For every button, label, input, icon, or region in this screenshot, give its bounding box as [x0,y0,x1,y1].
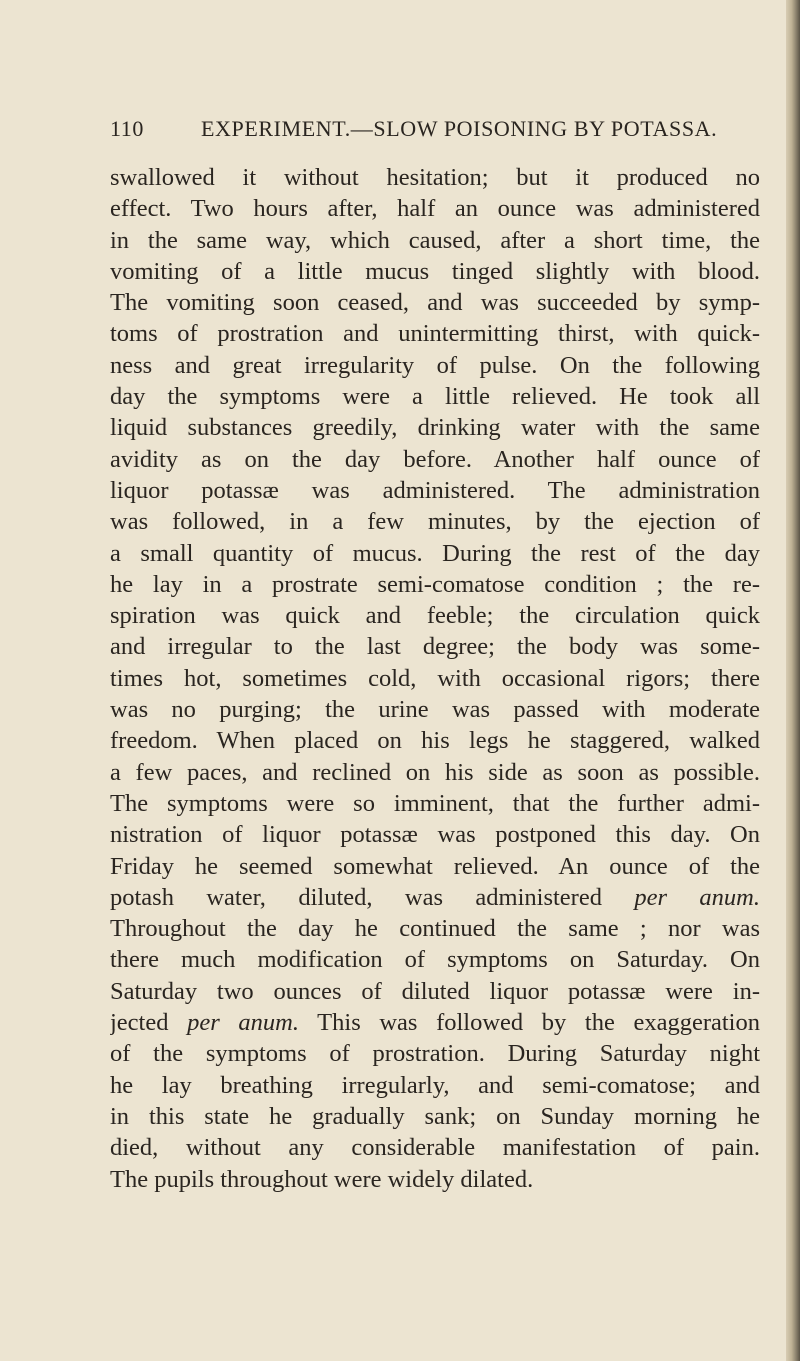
text-line: avidity as on the day before. Another half ounce of [110,445,760,473]
text-line: day the symptoms were a little relieved. He took all [110,383,760,411]
text-line: a few paces, and reclined on his side as soon as possible. [110,758,760,786]
text-line: was no purging; the urine was passed with moderate [110,696,760,724]
text-line [110,882,760,913]
text-line: Friday he seemed somewhat relieved. An ounce of the [110,852,760,880]
text-run: jected [110,1009,188,1037]
text-line: The symptoms were so imminent, that the further admi- [110,789,760,817]
body-paragraph [110,162,760,1195]
text-line: ness and great irregularity of pulse. On the following [110,351,760,379]
text-run: This was followed by the exaggeration [298,1009,760,1037]
text-line: he lay breathing irregularly, and semi-comatose; and [110,1071,760,1099]
text-line: Throughout the day he continued the same ; nor was [110,915,760,943]
text-line: a small quantity of mucus. During the rest of the day [110,539,760,567]
text-line: effect. Two hours after, half an ounce was administered [110,195,760,223]
text-line: Saturday two ounces of diluted liquor potassæ were in- [110,977,760,1005]
italic-phrase: per anum. [187,1009,299,1037]
text-line: freedom. When placed on his legs he staggered, walked [110,727,760,755]
page-edge-shadow [786,0,800,1361]
italic-phrase: per anum. [634,883,760,911]
text-line: nistration of liquor potassæ was postponed this day. On [110,821,760,849]
text-line: there much modification of symptoms on Saturday. On [110,946,760,974]
text-line: in this state he gradually sank; on Sunday morning he [110,1102,760,1130]
text-line: liquor potassæ was administered. The administration [110,476,760,504]
text-line: died, without any considerable manifestation of pain. [110,1134,760,1162]
text-line [110,1007,760,1038]
text-line: toms of prostration and unintermitting thirst, with quick- [110,320,760,348]
page-header [110,116,760,146]
running-title: EXPERIMENT.—SLOW POISONING BY POTASSA. [201,116,718,141]
text-line: and irregular to the last degree; the body was some- [110,633,760,661]
text-line: in the same way, which caused, after a short time, the [110,226,760,254]
text-line: of the symptoms of prostration. During Saturday night [110,1040,760,1068]
text-line: he lay in a prostrate semi-comatose condition ; the re- [110,570,760,598]
text-line: spiration was quick and feeble; the circulation quick [110,602,760,630]
text-line: was followed, in a few minutes, by the ejection of [110,508,760,536]
text-line: The pupils throughout were widely dilated. [110,1165,534,1193]
text-line: The vomiting soon ceased, and was succeeded by symp- [110,289,760,317]
text-line: vomiting of a little mucus tinged slightly with blood. [110,257,760,285]
text-run: potash water, diluted, was administered [110,883,635,911]
text-line: liquid substances greedily, drinking water with the same [110,414,760,442]
text-line: swallowed it without hesitation; but it produced no [110,164,760,191]
page-number: 110 [110,116,144,141]
text-line: times hot, sometimes cold, with occasional rigors; there [110,664,760,692]
